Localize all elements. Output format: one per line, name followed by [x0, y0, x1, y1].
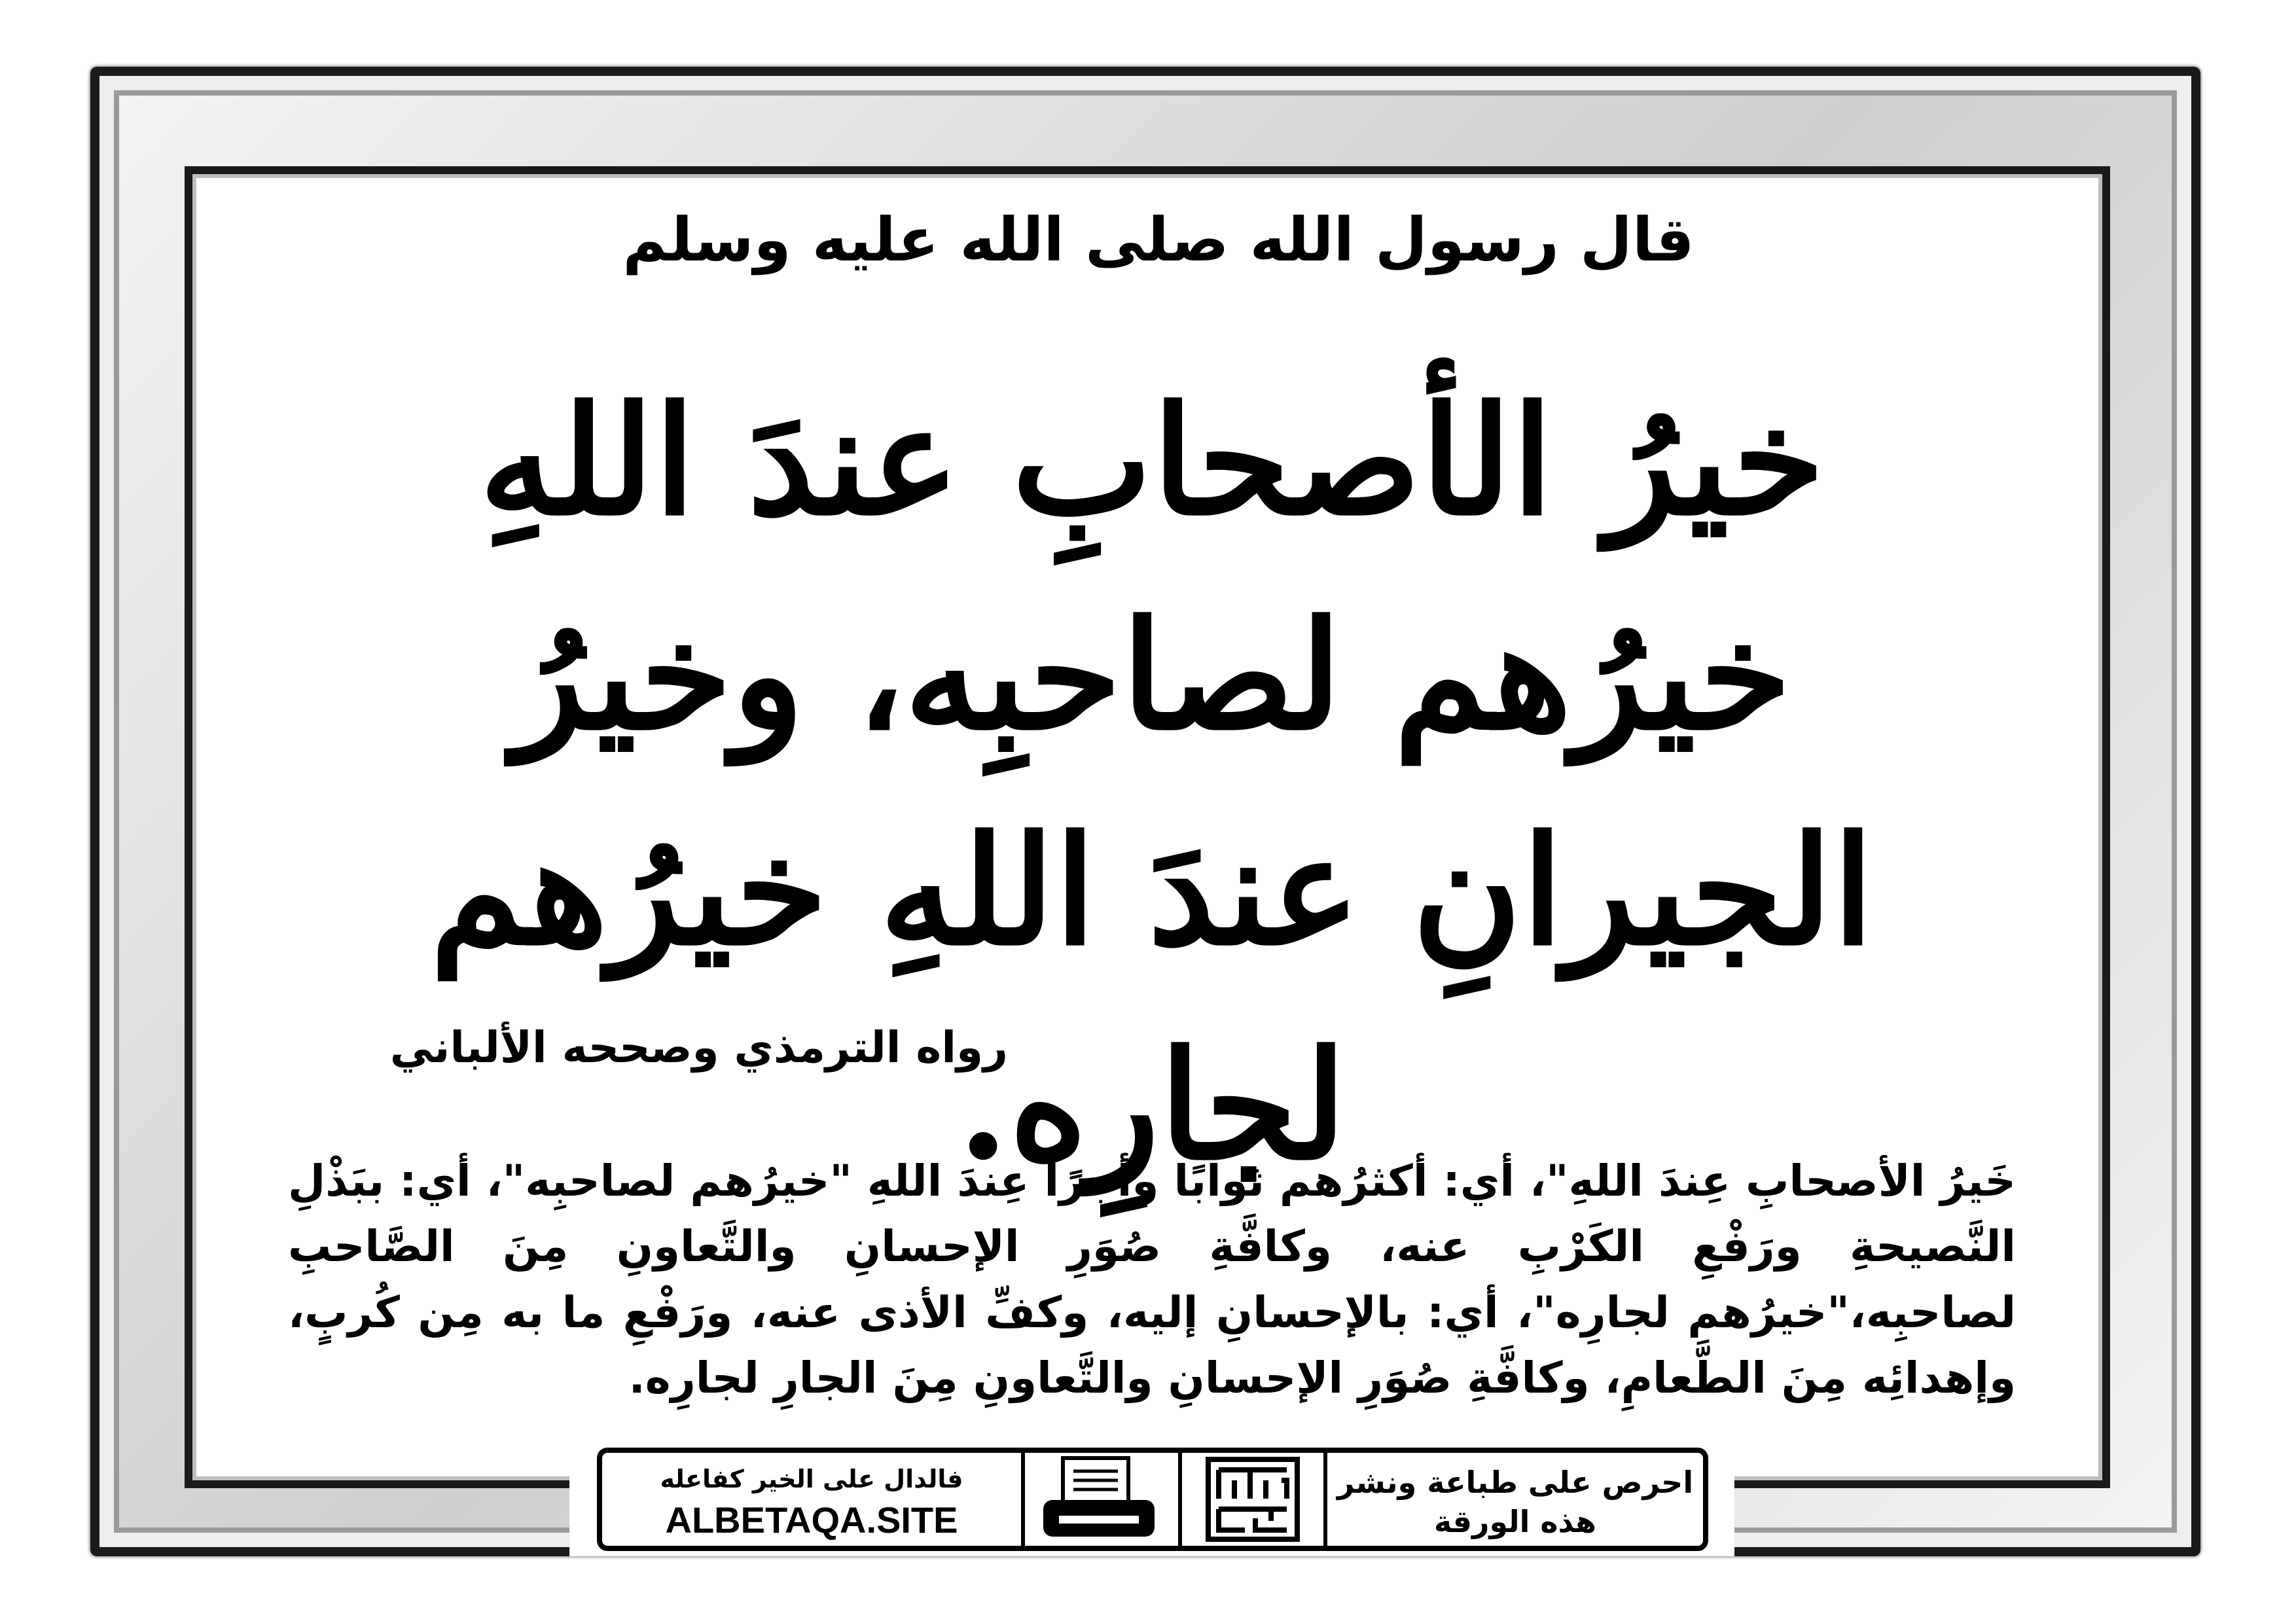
printer-icon: [1025, 1453, 1178, 1546]
footer-printer-section: [1021, 1453, 1178, 1546]
footer-motto: فالدال على الخير كفاعله: [660, 1465, 963, 1493]
site-url[interactable]: ALBETAQA.SITE: [665, 1499, 958, 1541]
footer-bar: [597, 1448, 1708, 1551]
footer-logo-section: [1178, 1453, 1323, 1546]
intro-heading: قال رسول الله صلى الله عليه وسلم: [622, 205, 1695, 275]
footer-site-section: [602, 1453, 1021, 1546]
hadith-source: رواه الترمذي وصححه الألباني: [389, 1022, 1008, 1073]
kufic-logo-icon: [1182, 1453, 1323, 1546]
hadith-text: خيرُ الأصحابِ عندَ اللهِ خيرُهم لصاحبِه، وخيرُ الجيرانِ عندَ اللهِ خيرُهم لجارِه.: [429, 373, 1874, 1193]
hadith-explanation: خَيرُ الأصحابِ عِندَ اللهِ"، أي: أكثرُهم ثوابًا وأجرًا عِندَ اللهِ "خيرُهم لصاحبِه"، أي: ببَذْلِ النَّصيحةِ ورَفْعِ الكَرْبِ عنه، وكافَّةِ صُوَرِ الإحسانِ والتَّعاونِ مِنَ الصَّاحبِ لصاحبِه،"خيرُهم لجارِه"، أي: بالإحسانِ إليه، وكفِّ الأذى عنه، ورَفْعِ ما به مِن كُربٍ، وإهدائِه مِنَ الطَّعامِ، وكافَّةِ صُوَرِ الإحسانِ والتَّعاونِ مِنَ الجارِ لجارِه.: [288, 1156, 2016, 1403]
footer-print-message-section: [1323, 1453, 1703, 1546]
print-message: احرص على طباعة ونشر هذه الورقة: [1336, 1465, 1694, 1539]
